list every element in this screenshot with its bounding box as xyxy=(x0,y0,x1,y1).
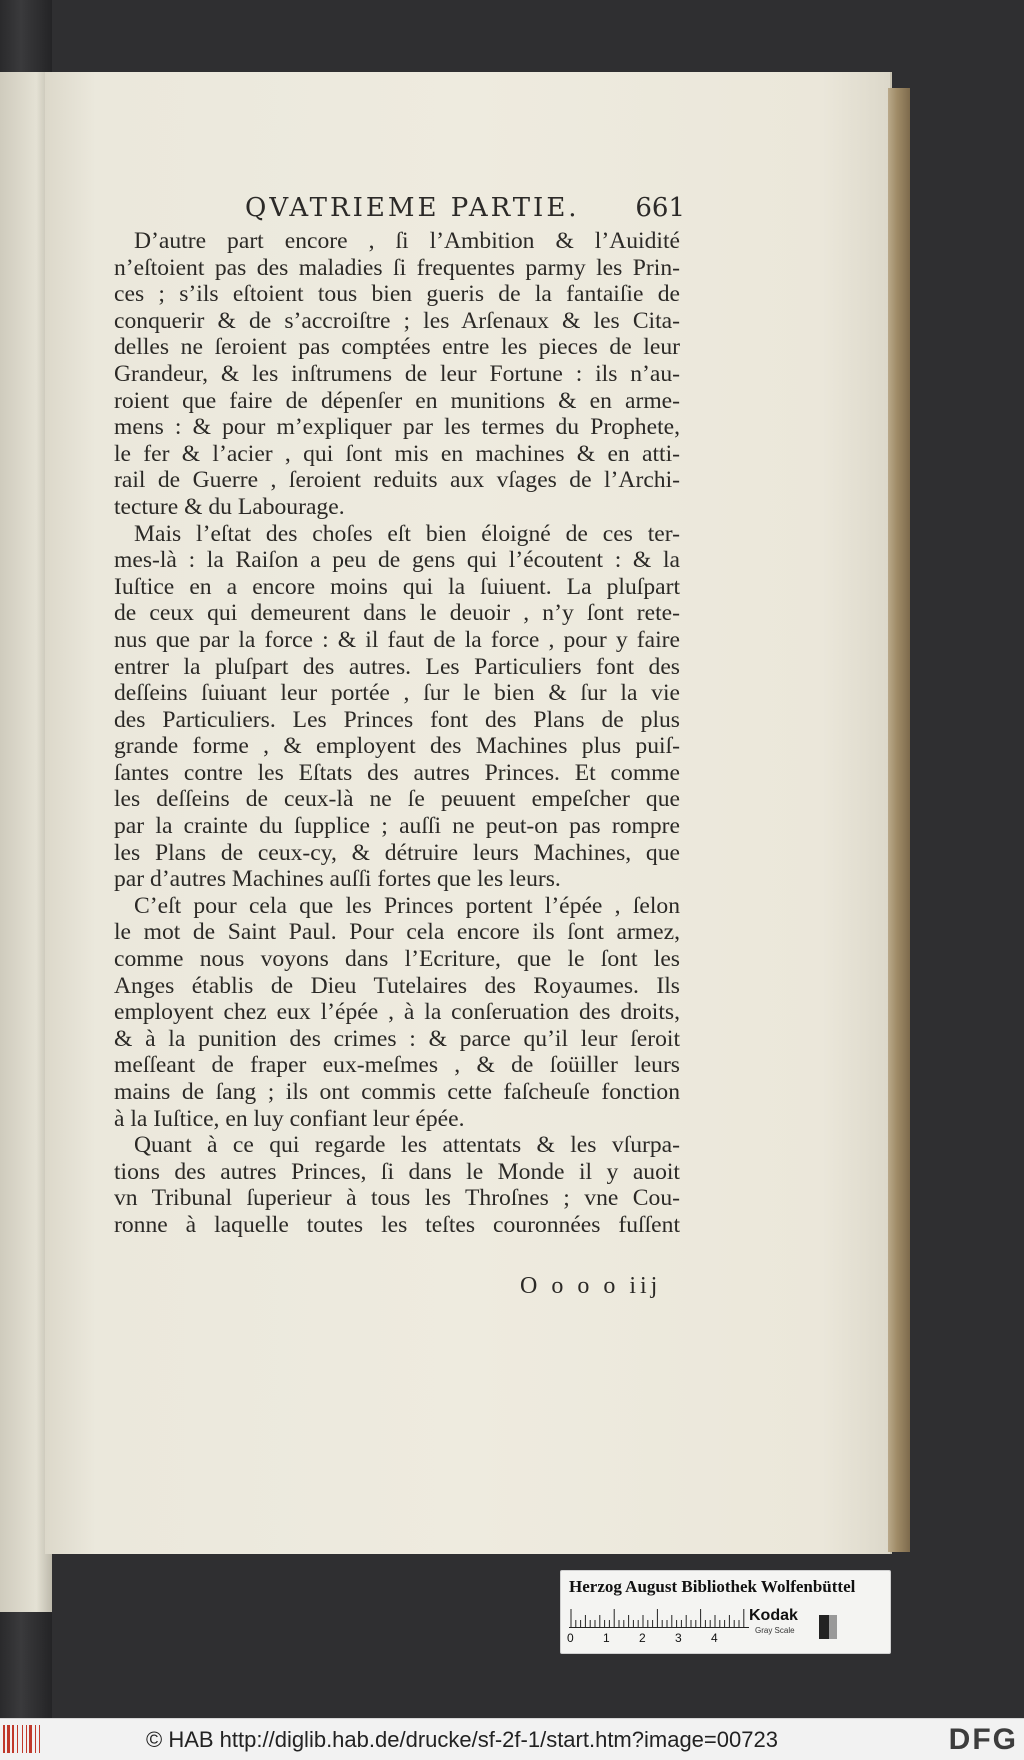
signature-mark: O o o o iij xyxy=(520,1273,662,1299)
text-line: meſſeant de fraper eux-meſmes , & de ſoüiller leurs xyxy=(114,1052,680,1079)
ruler-number: 4 xyxy=(711,1631,718,1645)
text-line: vn Tribunal ſuperieur à tous les Throſnes ; vne Cou- xyxy=(114,1185,680,1212)
text-line: employent chez eux l’épée , à la conſeruation des droits, xyxy=(114,999,680,1026)
text-line: n’eſtoient pas des maladies ſi frequentes parmy les Prin- xyxy=(114,254,680,281)
text-line: comme nous voyons dans l’Ecriture, que le ſont les xyxy=(114,946,680,973)
dfg-logo: DFG xyxy=(948,1723,1018,1756)
footer-copyright-link[interactable]: © HAB http://diglib.hab.de/drucke/sf-2f-1/start.htm?image=00723 xyxy=(146,1727,778,1752)
scale-ruler xyxy=(569,1609,749,1628)
text-line: tions des autres Princes, ſi dans le Monde il y auoit xyxy=(114,1158,680,1185)
text-line: de ceux qui demeurent dans le deuoir , n’y ſont rete- xyxy=(114,600,680,627)
text-line: D’autre part encore , ſi l’Ambition & l’Auidité xyxy=(134,228,680,254)
text-line: à la Iuſtice, en luy confiant leur épée. xyxy=(114,1105,465,1132)
text-line: roient que faire de dépenſer en munitions & en arme- xyxy=(114,387,680,414)
library-name: Herzog August Bibliothek Wolfenbüttel xyxy=(569,1577,856,1596)
ruler-number: 2 xyxy=(639,1631,646,1645)
page-number: 661 xyxy=(635,193,685,223)
text-line: ces ; s’ils eſtoient tous bien gueris de la fantaiſie de xyxy=(114,281,680,308)
text-line: entrer la pluſpart des autres. Les Particuliers font des xyxy=(114,653,680,680)
text-line: nus que par la force : & il faut de la force , pour y faire xyxy=(114,626,680,653)
footer-bar xyxy=(0,1718,1024,1760)
page-header xyxy=(245,193,685,233)
text-line: grande forme , & employent des Machines plus puiſ- xyxy=(114,733,680,760)
text-line: des Particuliers. Les Princes font des Plans de plus xyxy=(114,706,680,733)
kodak-brand: Kodak xyxy=(749,1607,798,1624)
text-line: le mot de Saint Paul. Pour cela encore ils ſont armez, xyxy=(114,919,680,946)
text-line: Mais l’eſtat des choſes eſt bien éloigné de ces ter- xyxy=(134,520,680,547)
gray-scale-swatch xyxy=(819,1615,837,1639)
ruler-number: 0 xyxy=(567,1631,574,1645)
library-color-label xyxy=(560,1570,891,1654)
text-line: delles ne ſeroient pas comptées entre les pieces de leur xyxy=(114,334,680,361)
text-line: mes-là : la Raiſon a peu de gens qui l’écoutent : & la xyxy=(114,547,680,574)
ruler-number: 1 xyxy=(603,1631,610,1645)
running-head: QVATRIEME PARTIE. xyxy=(245,193,580,223)
text-line: par d’autres Machines auſſi fortes que les leurs. xyxy=(114,866,561,893)
text-line: les Plans de ceux-cy, & détruire leurs Machines, que xyxy=(114,839,680,866)
text-line: deſſeins ſuiuant leur portée , ſur le bien & ſur la vie xyxy=(114,680,680,707)
barcode-icon xyxy=(2,1723,46,1755)
text-line: par la crainte du ſupplice ; auſſi ne peut-on pas rompre xyxy=(114,813,680,840)
text-line: rail de Guerre , ſeroient reduits aux vſages de l’Archi- xyxy=(114,467,680,494)
body-text xyxy=(114,228,680,1239)
text-line: & à la punition des crimes : & parce qu’il leur ſeroit xyxy=(114,1025,680,1052)
text-line: mens : & pour m’expliquer par les termes du Prophete, xyxy=(114,414,680,441)
ruler-number: 3 xyxy=(675,1631,682,1645)
text-line: mains de ſang ; ils ont commis cette faſcheuſe fonction xyxy=(114,1079,680,1105)
text-line: Anges établis de Dieu Tutelaires des Royaumes. Ils xyxy=(114,972,680,999)
text-line: les deſſeins de ceux-là ne ſe peuuent empeſcher que xyxy=(114,786,680,813)
page-stack-edge xyxy=(888,88,910,1552)
text-line: conquerir & de s’accroiſtre ; les Arſenaux & les Cita- xyxy=(114,307,680,334)
text-line: Quant à ce qui regarde les attentats & les vſurpa- xyxy=(134,1132,680,1159)
text-line: C’eſt pour cela que les Princes portent l’épée , ſelon xyxy=(134,892,680,919)
text-line: tecture & du Labourage. xyxy=(114,493,345,520)
text-line: ſantes contre les Eſtats des autres Princes. Et comme xyxy=(114,759,680,786)
kodak-gray-scale: Gray Scale xyxy=(755,1626,795,1635)
text-line: Grandeur, & les inſtrumens de leur Fortune : ils n’au- xyxy=(114,360,680,387)
text-line: ronne à laquelle toutes les teſtes couronnées fuſſent xyxy=(114,1211,680,1238)
text-line: le fer & l’acier , qui ſont mis en machines & en atti- xyxy=(114,440,680,467)
text-line: Iuſtice en a encore moins qui la ſuiuent. La pluſpart xyxy=(114,573,680,600)
